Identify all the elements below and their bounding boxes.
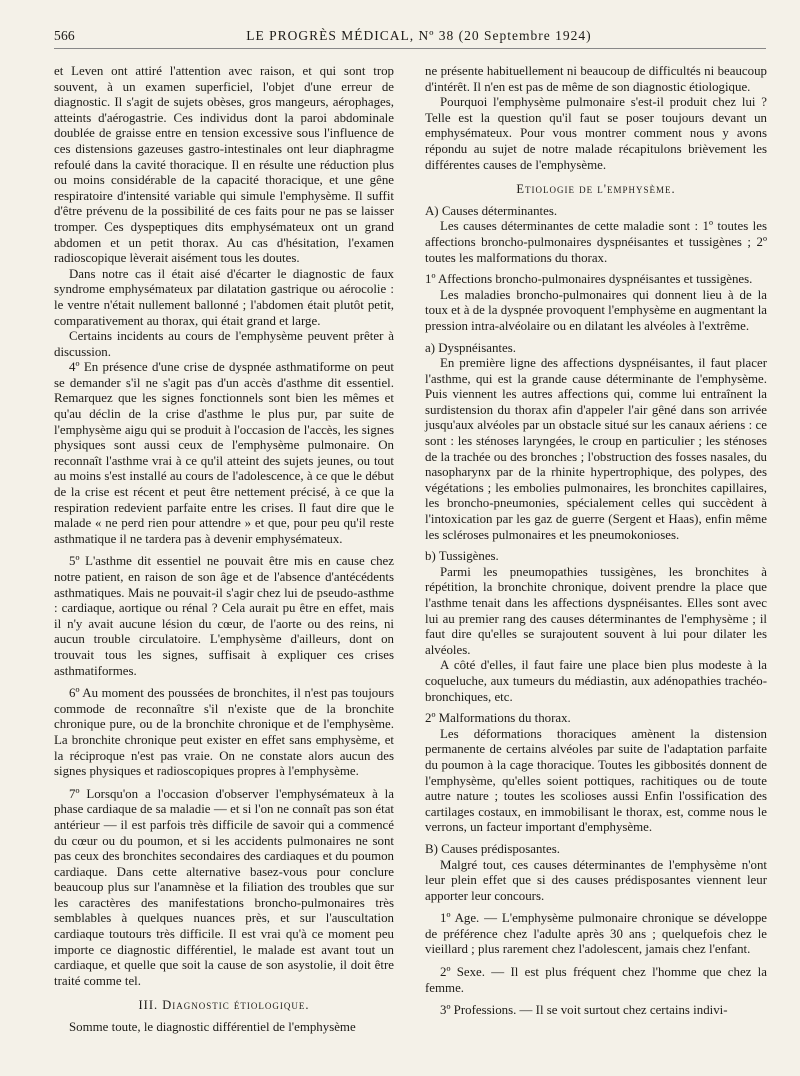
paragraph: Somme toute, le diagnostic différentiel de l'emphysème: [69, 1020, 356, 1035]
paragraph: 5º L'asthme dit essentiel ne pouvait être mis en cause chez notre patient, en raison de son âge et de l'absence d'antécédents asthmatiques. Mais ne pouvait-il s'agir chez lui de pseudo-asthme : cardiaque, aortique ou rénal ? Cela aurait pu être en effet, mais il n'y avait aucune lésion du cœur, de l'aorte ou des reins, ni aucun trouble circulatoire. L'emphysème d'ailleurs, dont on trouvait tous les signes, suffisait à expliquer ces crises asthmatiformes.: [54, 554, 394, 678]
paragraph: ne présente habituellement ni beaucoup de difficultés ni beaucoup d'intérêt. Il n'en est pas de même de son diagnostic étiologique.: [425, 64, 767, 94]
paragraph: A côté d'elles, il faut faire une place bien plus modeste à la coqueluche, aux tumeurs du médiastin, aux adénopathies trachéo-bronchiques, etc.: [425, 658, 767, 704]
page-header: [54, 28, 764, 44]
left-column: [54, 64, 394, 1036]
journal-title: LE PROGRÈS MÉDICAL, Nº 38 (20 Septembre 1924): [246, 28, 592, 43]
subheading: 2º Malformations du thorax.: [425, 711, 571, 726]
paragraph: Parmi les pneumopathies tussigènes, les bronchites à répétition, la bronchite chronique, doivent prendre la place que l'asthme tenait dans les affections dyspnéisantes. Elles sont avec lui au premier rang des causes déterminantes de l'emphysème ; il faut dire qu'elles se surajoutent souvent à lui pour dilater les alvéoles.: [425, 564, 767, 657]
subheading: a) Dyspnéisantes.: [425, 340, 516, 355]
section-heading: Etiologie de l'emphysème.: [516, 182, 676, 197]
section-heading: III. Diagnostic étiologique.: [138, 998, 310, 1013]
paragraph: Malgré tout, ces causes déterminantes de l'emphysème n'ont leur plein effet que si des causes prédisposantes viennent leur apporter leur concours.: [425, 857, 767, 903]
paragraph: et Leven ont attiré l'attention avec raison, et qui sont trop souvent, à un examen superficiel, l'objet d'une erreur de diagnostic. Il s'agit de sujets obèses, gros mangeurs, aérophages, atteints d'aérogastrie. Ces individus dont la paroi abdominale doublée de graisse entre en tension excessive sous l'influence de ces distensions gazeuses gastro-intestinales ont leur diaphragme refoulé dans la cavité thoracique. Il en résulte une réduction plus ou moins considérable de la capacité thoracique, et une gêne respiratoire d'intensité variable qui simule l'emphysème. Il suffit d'être prévenu de la possibilité de ces faits pour ne pas se laisser tromper. Ces dyspeptiques dits emphysémateux ont un grand abdomen et un petit thorax. Au cas d'hésitation, l'examen radioscopique lèverait aisément tous les doutes.: [54, 64, 394, 266]
paragraph: Les maladies broncho-pulmonaires qui donnent lieu à de la toux et à de la dyspnée provoquent l'emphysème en augmentant la pression intra-alvéolaire ou en dilatant les alvéoles à l'extrême.: [425, 287, 767, 333]
paragraph: Pourquoi l'emphysème pulmonaire s'est-il produit chez lui ? Telle est la question qu'il faut se poser toujours devant un emphysémateux. Pour vous montrer comment nous y avons répondu au sujet de notre malade récapitulons brièvement les différentes causes de l'emphysème.: [425, 95, 767, 172]
subheading: b) Tussigènes.: [425, 549, 499, 564]
right-column: [425, 64, 767, 1019]
header-rule: [54, 48, 766, 49]
paragraph: Les déformations thoraciques amènent la distension permanente de certains alvéoles par suite de l'adaptation parfaite du poumon à la cage thoracique. Toutes les gibbosités donnent de l'emphysème, qu'elles soient pottiques, rachitiques ou de toute autre nature ; toutes les scolioses aussi Enfin l'ossification des cartilages costaux, en immobilisant le thorax, est, comme nous le verrons, un facteur important d'emphysème.: [425, 726, 767, 835]
paragraph: En première ligne des affections dyspnéisantes, il faut placer l'asthme, qui est la grande cause déterminante de l'emphysème. Puis viennent les autres affections qui, comme lui entraînent la surdistension du thorax afin d'appeler l'air gêné dans son arrivée jusqu'aux alvéoles par un obstacle situé sur les canaux aériens : ce sont : les sténoses laryngées, le croup en particulier ; les sténoses de la trachée ou des bronches ; l'obstruction des fosses nasales, du nasopharynx par de la rhinite hypertrophique, des polypes, des végétations ; les embolies pulmonaires, les bronchites capillaires, les broncho-pneumonies, spécialement celles qui succèdent à l'intoxication par les gaz de guerre (Sergent et Haas), enfin même les scléroses pulmonaires et les pneumokonioses.: [425, 356, 767, 542]
paragraph: 3º Professions. — Il se voit surtout chez certains indivi-: [440, 1003, 728, 1018]
subheading: B) Causes prédisposantes.: [425, 841, 560, 856]
paragraph: Certains incidents au cours de l'emphysème peuvent prêter à discussion.: [54, 329, 394, 359]
subheading: 1º Affections broncho-pulmonaires dyspnéisantes et tussigènes.: [425, 272, 753, 287]
paragraph: Les causes déterminantes de cette maladie sont : 1º toutes les affections broncho-pulmonaires dyspnéisantes et tussigènes ; 2º toutes les malformations du thorax.: [425, 219, 767, 265]
subheading: A) Causes déterminantes.: [425, 203, 558, 218]
paragraph: 6º Au moment des poussées de bronchites, il n'est pas toujours commode de reconnaître s'il n'existe que de la bronchite chronique pure, ou de la bronchite chronique et de l'emphysème. La bronchite chronique peut exister en effet sans emphysème, et la réciproque n'est pas vraie. On ne constate alors aucun des signes physiques et radioscopiques propres à l'emphysème.: [54, 686, 394, 779]
page-number: 566: [54, 28, 75, 43]
paragraph: 7º Lorsqu'on a l'occasion d'observer l'emphysémateux à la phase cardiaque de sa maladie — et si l'on ne connaît pas son état antérieur — il est parfois très difficile de savoir qui a commencé du cœur ou du poumon, et si les accidents pulmonaires ne sont pas ceux des bronchites secondaires des cardiaques et du poumon cardiaque. Dans cette alternative basez-vous pour conclure beaucoup plus sur l'anamnèse et la filiation des troubles que sur les caractères des manifestations broncho-pulmonaires très semblables à quelques nuances près, et sur l'auscultation cardiaque toutours très difficile. Il est vrai qu'à ce moment peu importe ce diagnostic différentiel, le malade est avant tout un cardiaque, et quelle que soit la cause de son asystolie, il doit être traité comme tel.: [54, 786, 394, 988]
paragraph: 1º Age. — L'emphysème pulmonaire chronique se développe de préférence chez l'adulte après 30 ans ; quelquefois chez le vieillard ; plus rarement chez l'adolescent, jamais chez l'enfant.: [425, 911, 767, 957]
paragraph: 4º En présence d'une crise de dyspnée asthmatiforme on peut se demander s'il ne s'agit pas d'un accès d'asthme dit essentiel. Remarquez que les signes fonctionnels sont bien les mêmes et qu'au déclin de la crise d'asthme le plus pur, par suite de l'emphysème aigu qui se produit à l'occasion de l'accès, les signes physiques sont aussi ceux de l'emphysème pulmonaire. On reconnaît l'asthme vrai à ce qu'il atteint des sujets jeunes, ou tout au moins s'est installé au cours de l'adolescence, à ce que le début de la crise est récent et peut être nettement précisé, à ce que la respiration redevient parfaite entre les crises. Il faut dire que le malade « ne perd rien pour attendre » et que, pour peu qu'il reste asthmatique il ne tardera pas à devenir emphysémateux.: [54, 360, 394, 546]
paragraph: Dans notre cas il était aisé d'écarter le diagnostic de faux syndrome emphysémateux par dilatation gastrique ou aérocolie : le ventre n'était nullement ballonné ; l'abdomen était plutôt petit, comparativement au thorax, qui était grand et large.: [54, 266, 394, 328]
paragraph: 2º Sexe. — Il est plus fréquent chez l'homme que chez la femme.: [425, 965, 767, 995]
